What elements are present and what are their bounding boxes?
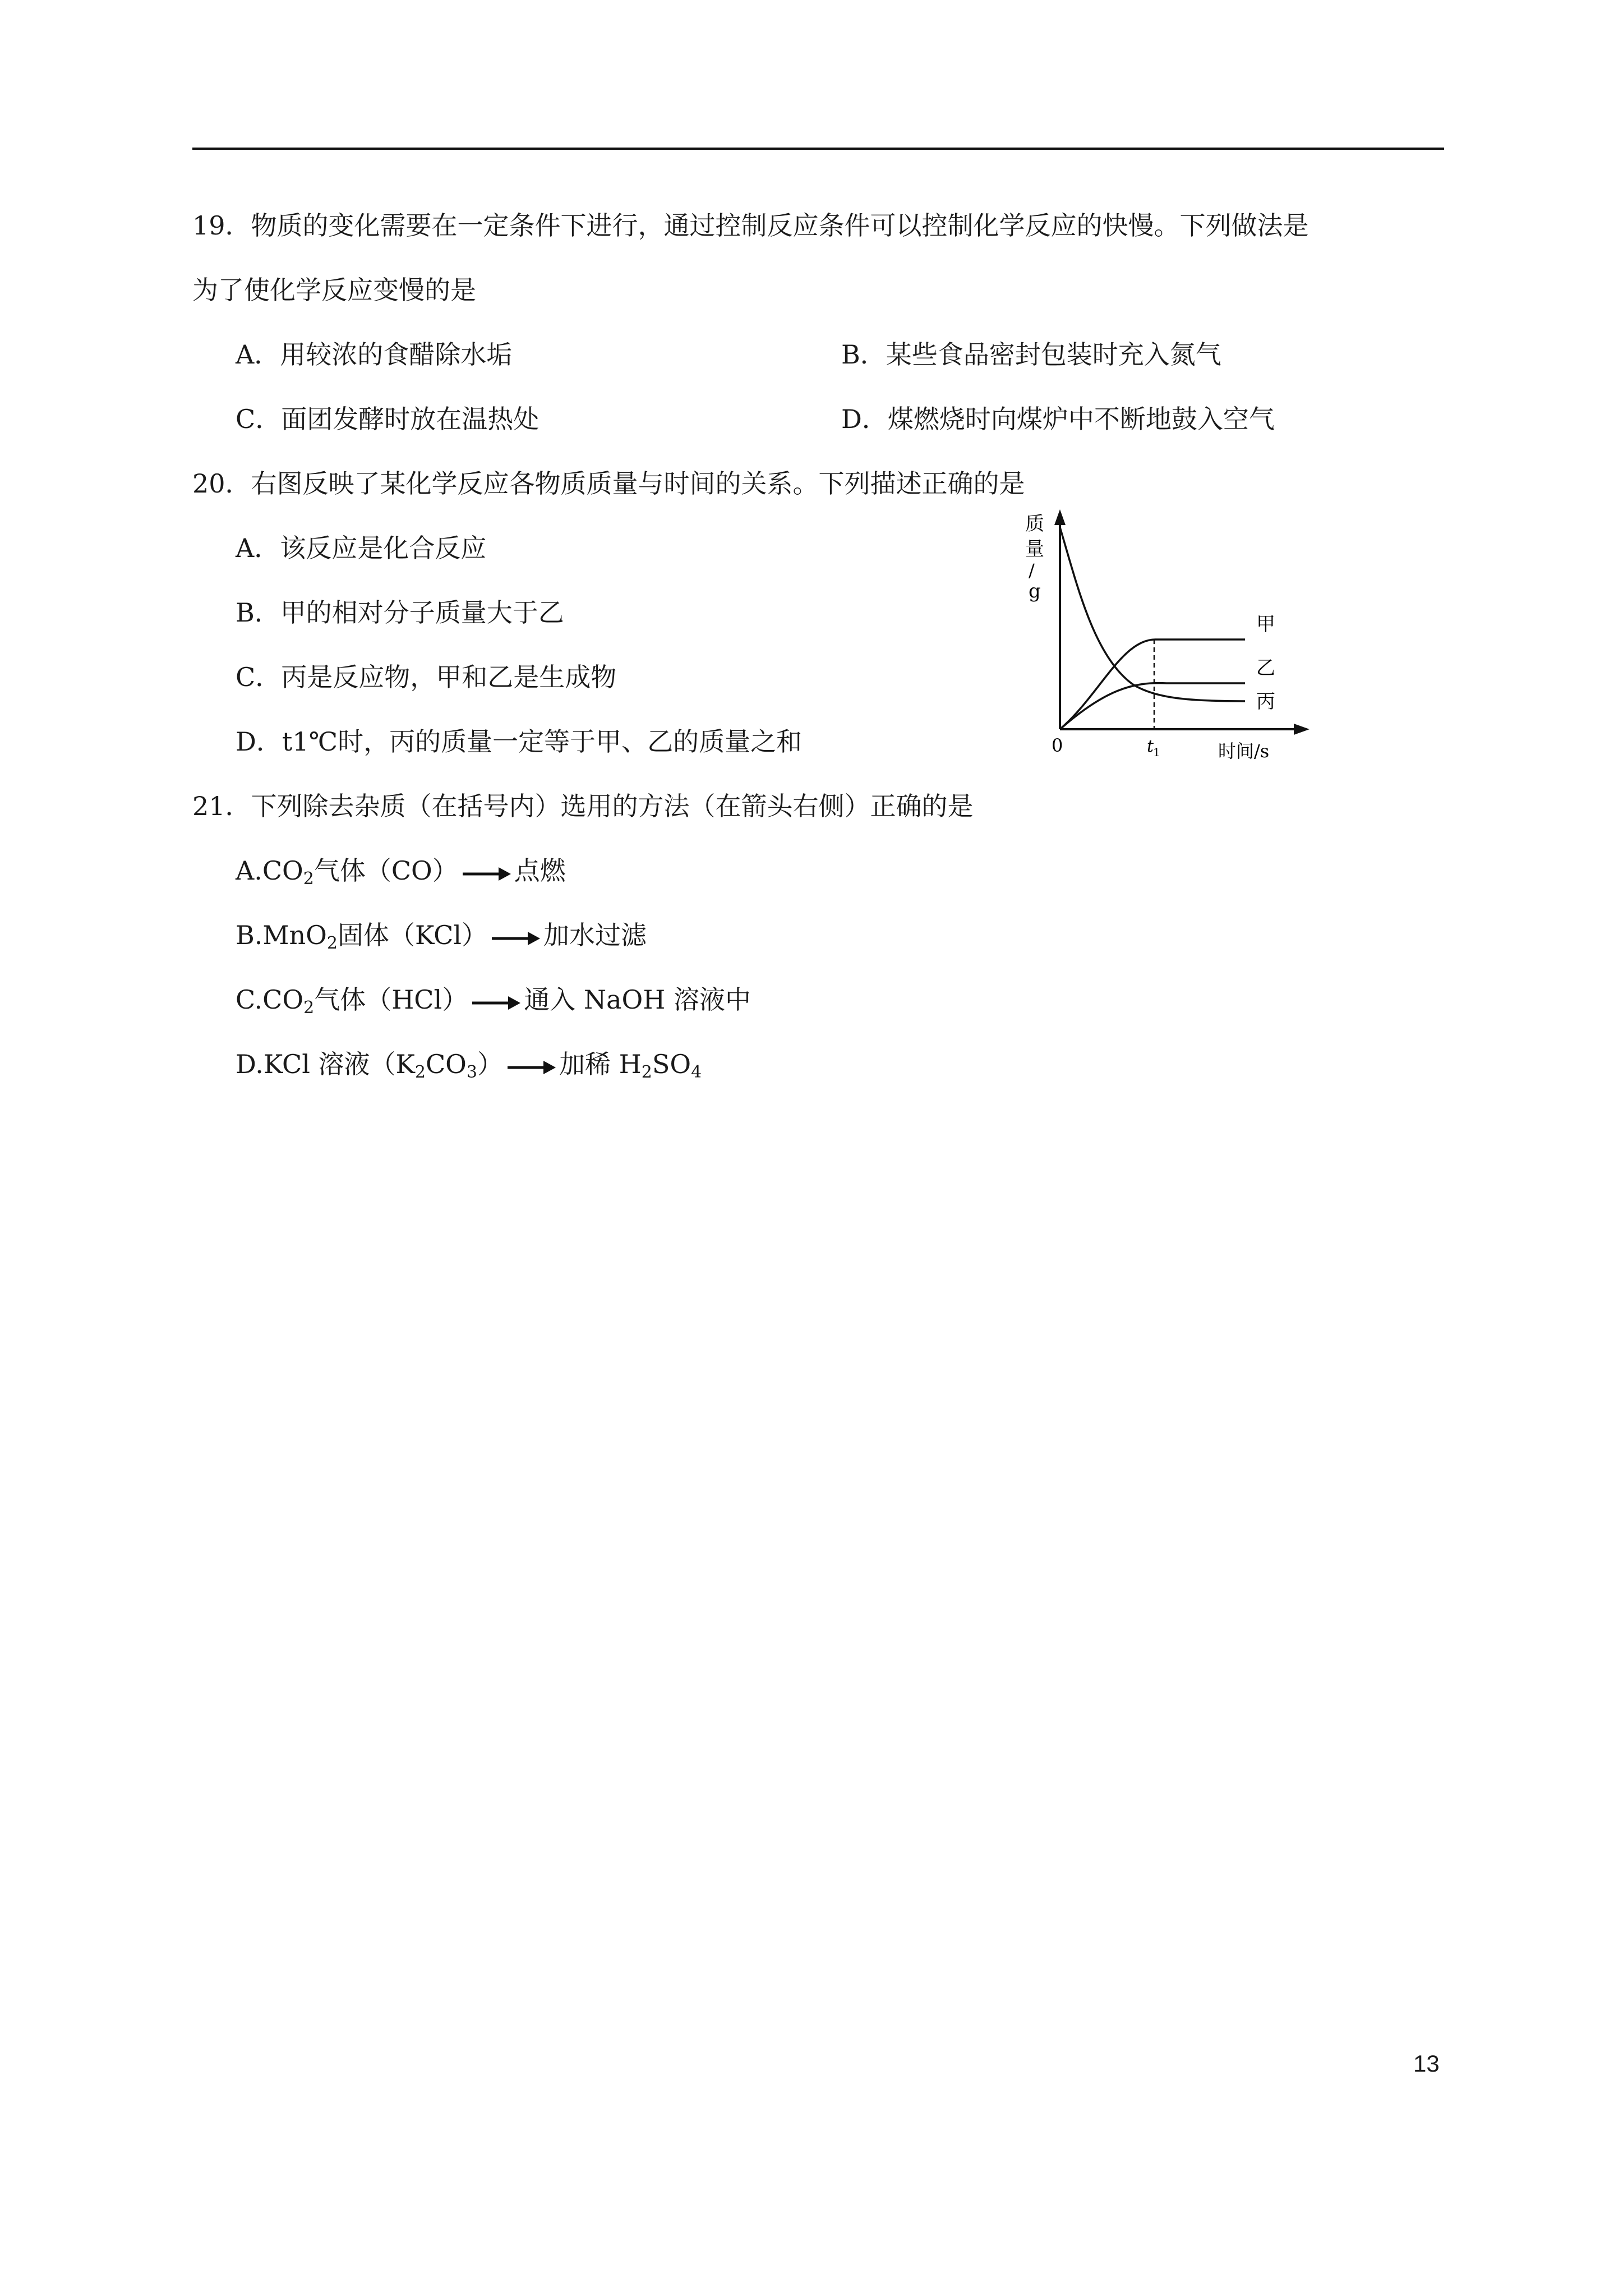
q20-stem: 20．右图反映了某化学反应各物质质量与时间的关系。下列描述正确的是 <box>192 468 1025 499</box>
formula-text: D.KCl 溶液（K <box>236 1049 415 1079</box>
y-axis-arrow <box>1054 509 1066 525</box>
formula-text: A.CO <box>236 855 303 886</box>
method-text: 点燃 <box>514 855 566 886</box>
y-label-char: / <box>1029 560 1035 581</box>
origin-label: 0 <box>1052 735 1063 756</box>
formula-text: 气体（HCl） <box>314 984 468 1015</box>
formula-text: 固体（KCl） <box>337 920 488 950</box>
subscript: 3 <box>466 1062 477 1082</box>
subscript: 2 <box>414 1062 426 1082</box>
mass-time-graph <box>1021 505 1312 774</box>
right-arrow-icon <box>491 926 541 949</box>
subscript: 4 <box>691 1062 702 1082</box>
y-label-char: 质 <box>1025 513 1044 535</box>
method-text: 加稀 H <box>559 1049 642 1079</box>
series-jia-curve <box>1060 639 1245 729</box>
formula-text: CO <box>425 1049 467 1079</box>
q19-option-c: C．面团发酵时放在温热处 <box>236 404 540 434</box>
q20-option-d: D．t1℃时，丙的质量一定等于甲、乙的质量之和 <box>236 726 803 757</box>
series-yi-label: 乙 <box>1256 657 1275 679</box>
method-text: SO <box>652 1049 691 1079</box>
formula-text: C.CO <box>236 984 304 1015</box>
q21-option-c <box>236 983 751 1016</box>
q21-option-d <box>236 1047 702 1081</box>
series-jia-label: 甲 <box>1256 613 1275 636</box>
t1-label: t <box>1147 737 1154 756</box>
q19-option-a: A．用较浓的食醋除水垢 <box>236 339 513 370</box>
right-arrow-icon <box>471 991 522 1013</box>
series-yi-curve <box>1060 683 1245 729</box>
q21-option-a <box>236 854 566 887</box>
subscript: 2 <box>326 933 338 953</box>
x-axis-arrow <box>1294 724 1310 735</box>
series-bing-curve <box>1060 527 1245 701</box>
y-label-char: 量 <box>1025 538 1044 560</box>
y-axis-label <box>1025 513 1044 602</box>
q19-option-b: B．某些食品密封包装时充入氮气 <box>841 339 1221 370</box>
formula-text: ） <box>477 1049 503 1079</box>
q21-stem: 21．下列除去杂质（在括号内）选用的方法（在箭头右侧）正确的是 <box>192 791 974 821</box>
q20-option-c: C．丙是反应物，甲和乙是生成物 <box>236 662 617 692</box>
series-bing-label: 丙 <box>1256 691 1275 713</box>
q20-option-b: B．甲的相对分子质量大于乙 <box>236 597 564 628</box>
page-number: 13 <box>1413 2050 1440 2077</box>
formula-text: 气体（CO） <box>313 855 458 886</box>
method-text: 通入 NaOH 溶液中 <box>524 984 751 1015</box>
q19-stem-line2: 为了使化学反应变慢的是 <box>192 275 476 305</box>
right-arrow-icon <box>462 862 512 884</box>
x-axis-label: 时间/s <box>1218 740 1270 762</box>
q21-option-b <box>236 918 647 952</box>
q19-option-d: D．煤燃烧时向煤炉中不断地鼓入空气 <box>841 404 1275 434</box>
t1-subscript: 1 <box>1153 746 1160 759</box>
y-label-char: g <box>1029 580 1041 602</box>
q20-option-a: A．该反应是化合反应 <box>236 533 487 563</box>
header-rule <box>192 148 1444 150</box>
subscript: 2 <box>303 998 315 1018</box>
subscript: 2 <box>303 869 314 889</box>
method-text: 加水过滤 <box>543 920 647 950</box>
formula-text: B.MnO <box>236 920 327 950</box>
subscript: 2 <box>641 1062 652 1082</box>
q19-stem-line1: 19．物质的变化需要在一定条件下进行，通过控制反应条件可以控制化学反应的快慢。下列做法是 <box>192 210 1309 241</box>
right-arrow-icon <box>506 1055 557 1078</box>
